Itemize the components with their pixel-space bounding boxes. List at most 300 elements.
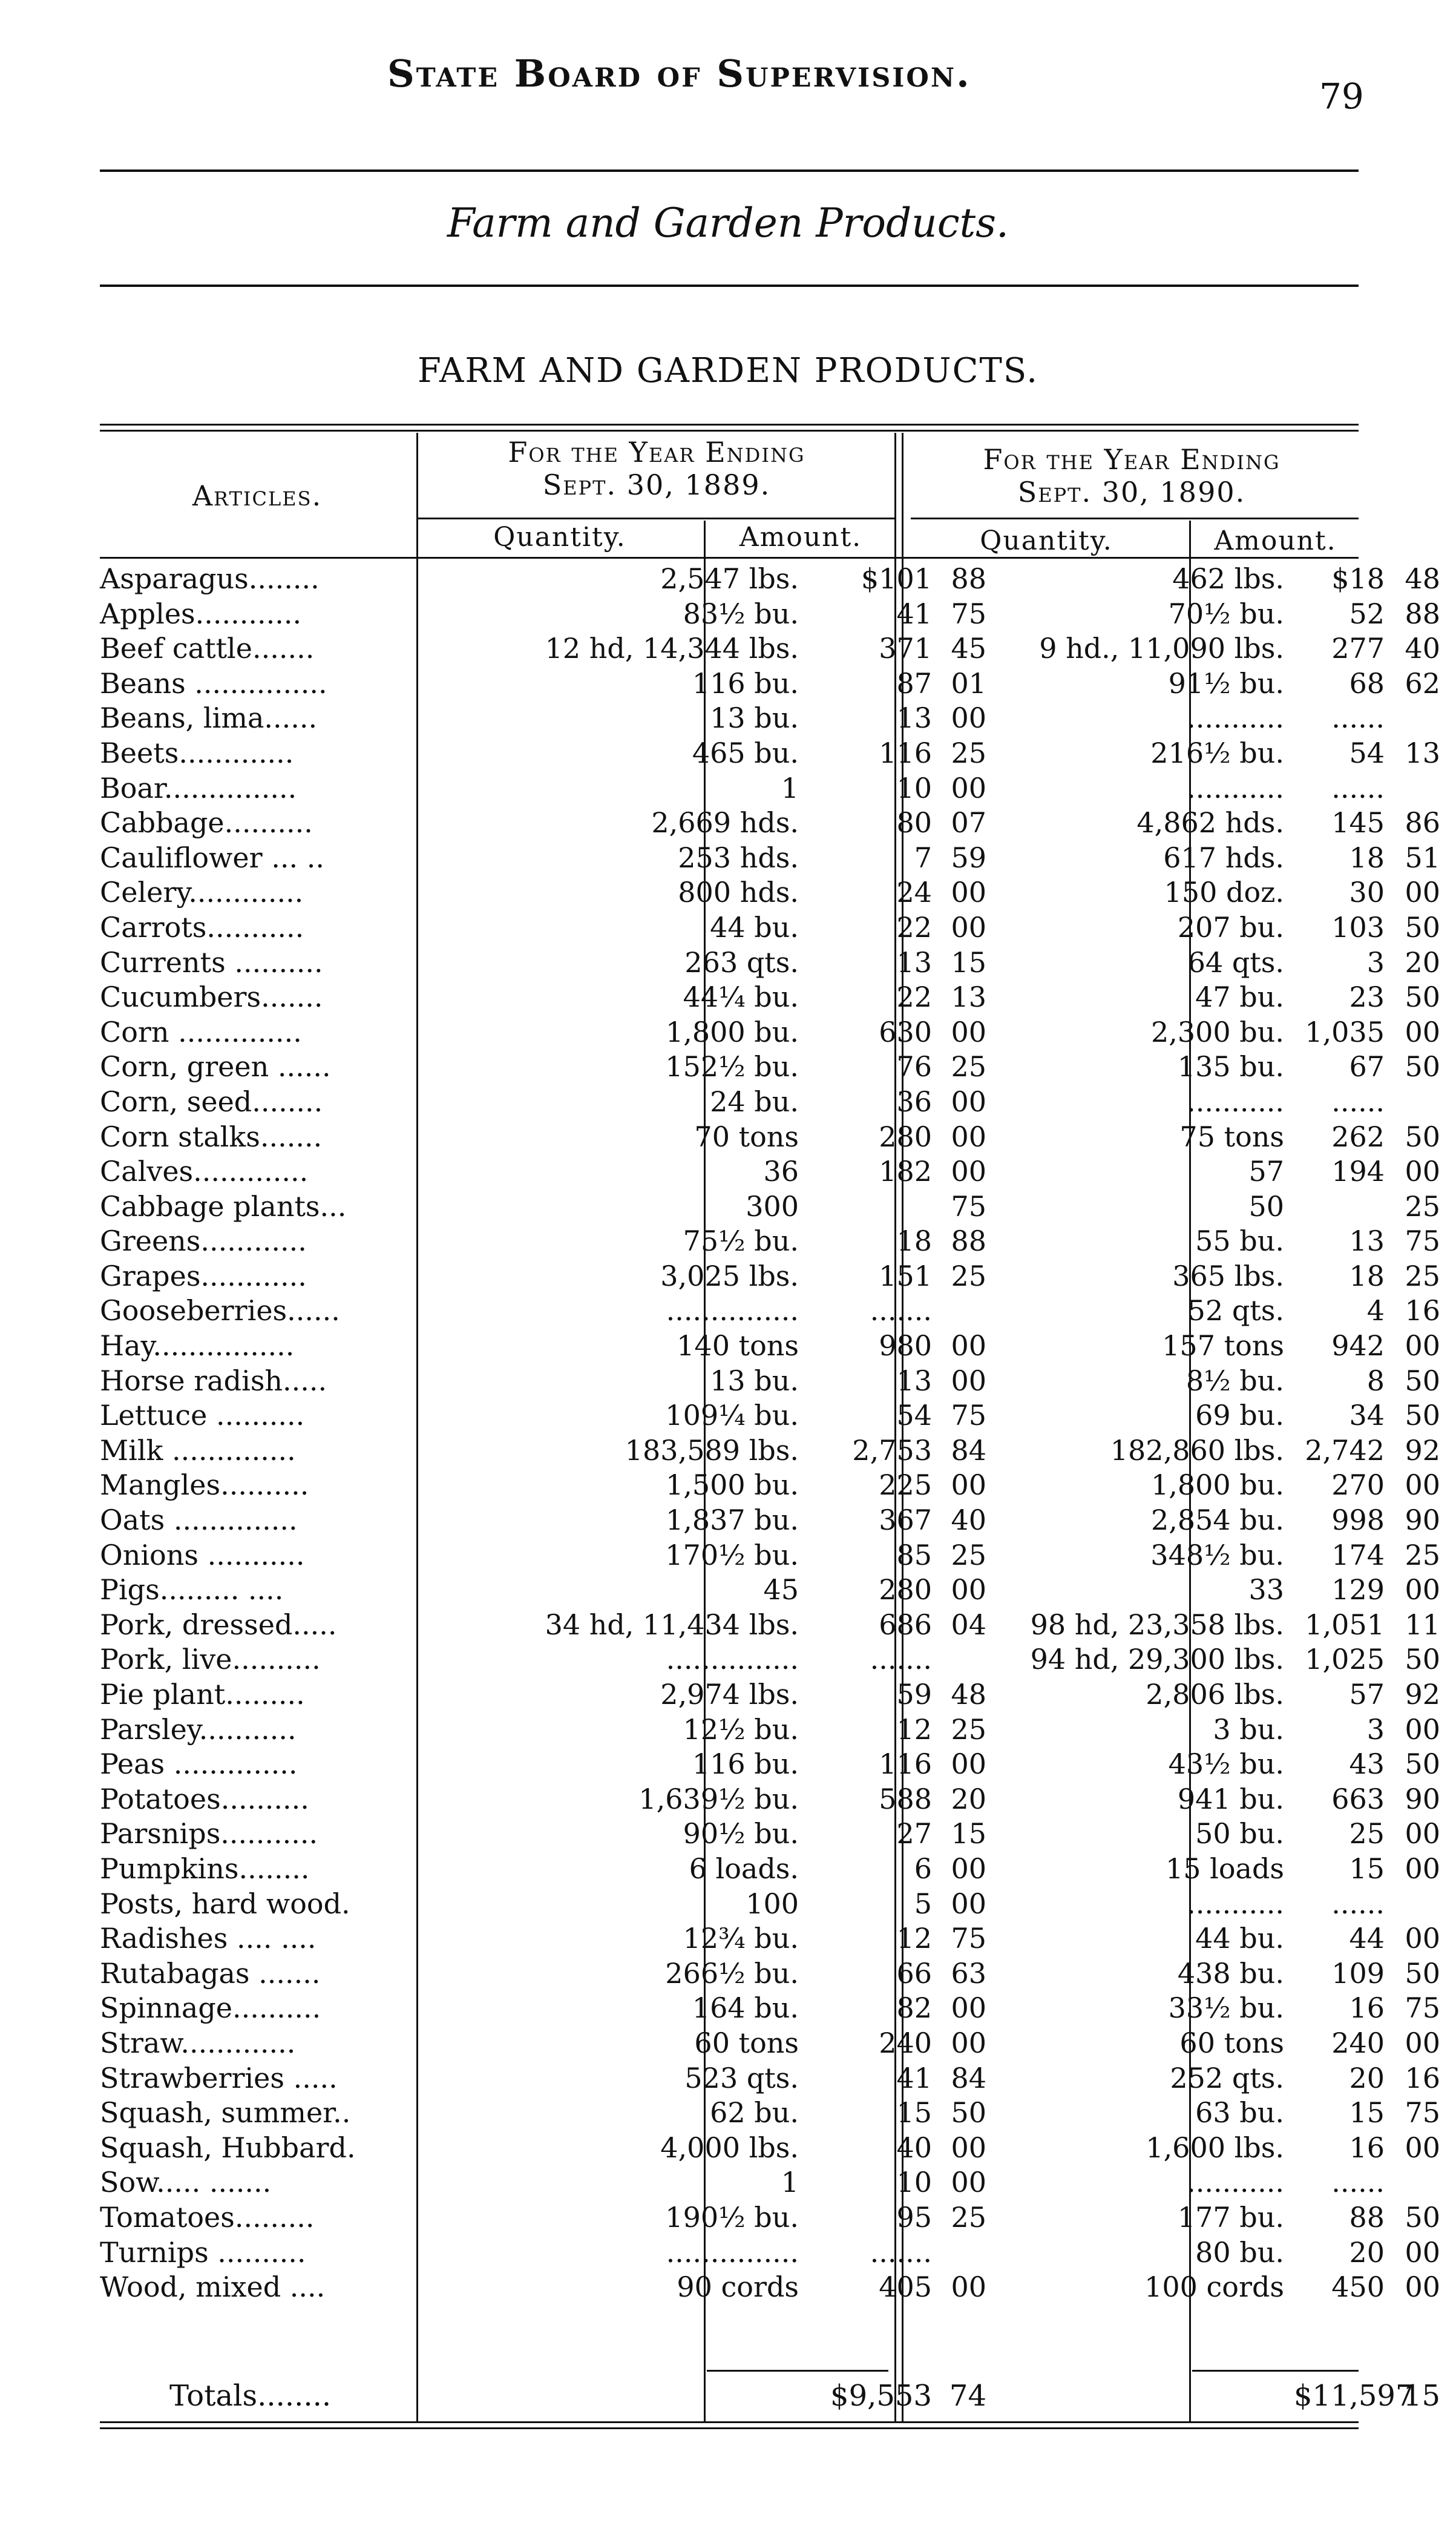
quantity-1889-cell: 170½ bu. [665, 1538, 799, 1571]
section-rule [100, 285, 1359, 287]
quantity-1890-cell: 50 bu. [1195, 1817, 1284, 1850]
amount-1890-dollars-cell: 43 [1349, 1748, 1385, 1781]
article-cell: Strawberries ..... [100, 2061, 338, 2094]
amount-1890-dollars-cell: 52 [1349, 597, 1385, 630]
quantity-1890-cell: 69 bu. [1195, 1399, 1284, 1432]
amount-1890-dollars-cell: 16 [1349, 2131, 1385, 2164]
table-row [97, 1398, 1440, 1433]
amount-1890-cents-cell: 92 [1405, 1433, 1440, 1467]
table-row [97, 771, 1385, 806]
quantity-1890-cell: 15 loads [1165, 1852, 1284, 1885]
article-cell: Corn, seed........ [100, 1085, 323, 1118]
article-cell: Pie plant......... [100, 1678, 305, 1711]
amount-1890-cents-cell: 00 [1405, 2235, 1440, 2269]
quantity-1890-cell: ........... [1187, 1887, 1284, 1920]
amount-1890-cents-cell: 00 [1405, 1922, 1440, 1955]
table-row [97, 1468, 1440, 1503]
amount-1889-cents-cell: 00 [951, 1015, 986, 1048]
amount-1889-cents-cell: 00 [951, 2131, 986, 2164]
quantity-1890-cell: 348½ bu. [1150, 1538, 1284, 1571]
quantity-1890-cell: 57 [1248, 1155, 1284, 1188]
quantity-1889-cell: 60 tons [694, 2026, 799, 2059]
amount-1889-dollars-cell: 13 [896, 946, 932, 979]
table-row [97, 631, 1440, 666]
quantity-1890-cell: 365 lbs. [1172, 1259, 1284, 1292]
table-row [97, 1294, 1440, 1329]
table-row [97, 1677, 1440, 1712]
quantity-1890-cell: 60 tons [1179, 2026, 1284, 2059]
quantity-1890-cell: 438 bu. [1177, 1956, 1284, 1990]
article-cell: Parsnips........... [100, 1817, 318, 1850]
quantity-1889-cell: ............... [666, 1294, 799, 1327]
amount-1889-cents-cell: 00 [951, 1852, 986, 1885]
table-row [97, 1538, 1440, 1573]
quantity-1889-cell: 2,547 lbs. [660, 562, 799, 595]
table-row [97, 1154, 1440, 1189]
quantity-1890-cell: 50 [1248, 1189, 1284, 1223]
article-cell: Horse radish..... [100, 1364, 327, 1397]
quantity-1889-header: Quantity. [493, 522, 626, 553]
amount-1889-cents-cell: 75 [951, 1189, 986, 1223]
table-row [97, 1642, 1440, 1677]
table-row [97, 1921, 1440, 1956]
quantity-1889-cell: 13 bu. [710, 1364, 799, 1397]
year2-header-line1: For the Year Ending [983, 443, 1281, 476]
amount-1889-dollars-cell: 87 [896, 666, 932, 700]
quantity-1889-cell: 183,589 lbs. [625, 1433, 799, 1467]
quantity-1889-cell: 190½ bu. [665, 2200, 799, 2234]
table-row [97, 1782, 1440, 1817]
article-cell: Radishes .... .... [100, 1922, 316, 1955]
amount-1889-cents-cell: 00 [951, 2271, 986, 2304]
amount-1890-dollars-cell: 262 [1331, 1120, 1385, 1153]
quantity-1889-cell: 266½ bu. [665, 1956, 799, 1990]
amount-1890-cents-cell: 00 [1405, 876, 1440, 909]
table-row [97, 1364, 1440, 1399]
quantity-1890-cell: 617 hds. [1163, 841, 1284, 874]
amount-1889-dollars-cell: 371 [879, 632, 932, 665]
quantity-1889-cell: 140 tons [677, 1329, 799, 1363]
quantity-1889-cell: 152½ bu. [665, 1050, 799, 1084]
quantity-1889-cell: 12½ bu. [683, 1712, 799, 1746]
article-cell: Straw............. [100, 2026, 296, 2059]
quantity-1890-cell: 94 hd, 29,300 lbs. [1030, 1643, 1284, 1676]
amount-1889-dollars-cell: 59 [896, 1678, 932, 1711]
amount-1889-dollars-cell: ....... [870, 2235, 932, 2269]
amount-1889-cents-cell: 13 [951, 981, 986, 1014]
table-row [97, 1120, 1440, 1155]
amount-1890-dollars-cell: 450 [1331, 2271, 1385, 2304]
amount-1889-dollars-cell: 13 [896, 702, 932, 735]
article-cell: Beans, lima...... [100, 702, 318, 735]
quantity-1889-cell: 300 [746, 1189, 799, 1223]
running-title: State Board of Supervision. [387, 51, 971, 96]
quantity-1889-cell: 90½ bu. [683, 1817, 799, 1850]
quantity-1890-cell: ........... [1187, 702, 1284, 735]
amount-1890-cents-cell: 50 [1405, 1364, 1440, 1397]
quantity-1890-cell: 9 hd., 11,090 lbs. [1039, 632, 1284, 665]
amount-1889-cents-cell: 84 [951, 1433, 986, 1467]
quantity-1890-cell: 177 bu. [1177, 2200, 1284, 2234]
amount-1889-cents-cell: 45 [951, 632, 986, 665]
amount-1890-cents-cell: 50 [1405, 1050, 1440, 1084]
quantity-1889-cell: 62 bu. [710, 2096, 799, 2130]
article-cell: Mangles.......... [100, 1469, 309, 1502]
quantity-1890-cell: ........... [1187, 1085, 1284, 1118]
quantity-1890-cell: 91½ bu. [1168, 666, 1284, 700]
amount-1890-dollars-cell: 240 [1331, 2026, 1385, 2059]
amount-1889-dollars-cell: 6 [914, 1852, 932, 1885]
table-row [97, 562, 1440, 597]
quantity-1890-cell: 70½ bu. [1168, 597, 1284, 630]
quantity-1889-cell: 6 loads. [689, 1852, 799, 1885]
article-cell: Pork, live.......... [100, 1643, 321, 1676]
article-cell: Squash, summer.. [100, 2096, 351, 2130]
article-cell: Beef cattle....... [100, 632, 315, 665]
amount-1890-cents-cell: 00 [1405, 1469, 1440, 1502]
table-row [97, 1329, 1440, 1364]
article-cell: Peas .............. [100, 1748, 298, 1781]
amount-1889-dollars-cell: 2,753 [852, 1433, 932, 1467]
header-bottom-rule [100, 557, 1359, 559]
article-cell: Hay................ [100, 1329, 295, 1363]
quantity-1890-cell: 462 lbs. [1172, 562, 1284, 595]
quantity-1890-cell: 52 qts. [1187, 1294, 1284, 1327]
amount-1889-dollars-cell: $101 [861, 562, 932, 595]
quantity-1889-cell: 116 bu. [692, 666, 799, 700]
amount-1889-cents-cell: 15 [951, 1817, 986, 1850]
amount-1890-dollars-cell: 4 [1366, 1294, 1385, 1327]
amount-1889-cents-cell: 01 [951, 666, 986, 700]
quantity-1890-cell: 157 tons [1162, 1329, 1284, 1363]
amount-1889-dollars-cell: 54 [896, 1399, 932, 1432]
articles-header: Articles. [192, 479, 323, 512]
amount-1890-dollars-cell: 18 [1349, 841, 1385, 874]
amount-1890-dollars-cell: ...... [1331, 1085, 1385, 1118]
table-row [97, 1608, 1440, 1643]
amount-1889-dollars-cell: 588 [879, 1782, 932, 1815]
amount-1890-cents-cell: 51 [1405, 841, 1440, 874]
amount-1889-cents-cell: 48 [951, 1678, 986, 1711]
amount-1889-cents-cell: 25 [951, 736, 986, 769]
amount-1889-header: Amount. [739, 522, 862, 553]
amount-1889-cents-cell: 75 [951, 1922, 986, 1955]
amount-1890-dollars-cell: 194 [1331, 1155, 1385, 1188]
article-cell: Beets............. [100, 736, 294, 769]
table-row [97, 2026, 1440, 2061]
table-row [97, 980, 1440, 1015]
amount-1889-cents-cell: 25 [951, 1259, 986, 1292]
quantity-1890-cell: ........... [1187, 2166, 1284, 2199]
article-cell: Cabbage.......... [100, 806, 313, 840]
quantity-1890-cell: 55 bu. [1195, 1225, 1284, 1258]
quantity-1889-cell: 90 cords [677, 2271, 799, 2304]
amount-1889-cents-cell: 00 [951, 1992, 986, 2025]
quantity-1889-cell: 800 hds. [678, 876, 799, 909]
amount-1889-dollars-cell: 41 [896, 2061, 932, 2094]
amount-1889-dollars-cell: 116 [879, 1748, 932, 1781]
amount-1890-cents-cell: 50 [1405, 981, 1440, 1014]
article-cell: Apples............ [100, 597, 302, 630]
quantity-1890-cell: 182,860 lbs. [1110, 1433, 1284, 1467]
totals-cents-1889: 74 [949, 2379, 986, 2413]
amount-1889-cents-cell: 63 [951, 1956, 986, 1990]
table-row [97, 2131, 1440, 2166]
article-cell: Calves............. [100, 1155, 309, 1188]
table-bottom-rule [100, 2421, 1359, 2423]
amount-1889-dollars-cell: 116 [879, 736, 932, 769]
quantity-1890-cell: 8½ bu. [1185, 1364, 1284, 1397]
table-title: FARM AND GARDEN PRODUCTS. [417, 351, 1038, 390]
amount-1890-dollars-cell: 20 [1349, 2235, 1385, 2269]
quantity-1889-cell: 45 [763, 1573, 799, 1607]
quantity-1890-cell: 2,300 bu. [1150, 1015, 1284, 1048]
article-cell: Spinnage.......... [100, 1992, 321, 2025]
table-row [97, 597, 1440, 632]
quantity-1889-cell: 253 hds. [678, 841, 799, 874]
article-cell: Asparagus........ [100, 562, 320, 595]
amount-1890-cents-cell: 88 [1405, 597, 1440, 630]
article-cell: Milk .............. [100, 1433, 296, 1467]
amount-1890-cents-cell: 50 [1405, 1643, 1440, 1676]
amount-1890-cents-cell: 25 [1405, 1538, 1440, 1571]
amount-1890-dollars-cell: 174 [1331, 1538, 1385, 1571]
article-cell: Oats .............. [100, 1504, 298, 1537]
amount-1890-cents-cell: 50 [1405, 1956, 1440, 1990]
amount-1889-dollars-cell: 80 [896, 806, 932, 840]
table-row [97, 1015, 1440, 1050]
year1-header-line2: Sept. 30, 1889. [542, 469, 771, 501]
quantity-1889-cell: 44¼ bu. [683, 981, 799, 1014]
amount-1890-dollars-cell: 1,051 [1305, 1608, 1385, 1641]
table-row [97, 946, 1440, 981]
amount-1889-dollars-cell: 280 [879, 1573, 932, 1607]
article-cell: Tomatoes......... [100, 2200, 315, 2234]
amount-1890-cents-cell: 00 [1405, 1712, 1440, 1746]
table-row [97, 1712, 1440, 1748]
year1-header-line1: For the Year Ending [508, 436, 805, 469]
quantity-1890-cell: 33½ bu. [1168, 1992, 1284, 2025]
amount-1889-dollars-cell: 280 [879, 1120, 932, 1153]
amount-1890-dollars-cell: 54 [1349, 736, 1385, 769]
quantity-1890-cell: 216½ bu. [1150, 736, 1284, 769]
amount-1890-dollars-cell: 13 [1349, 1225, 1385, 1258]
quantity-1890-cell: ........... [1187, 771, 1284, 804]
amount-1890-cents-cell: 90 [1405, 1504, 1440, 1537]
table-row [97, 1433, 1440, 1469]
quantity-1890-cell: 100 cords [1144, 2271, 1284, 2304]
amount-1889-dollars-cell: 980 [879, 1329, 932, 1363]
amount-1890-cents-cell: 90 [1405, 1782, 1440, 1815]
quantity-1889-cell: 263 qts. [684, 946, 799, 979]
totals-label: Totals........ [169, 2379, 332, 2413]
amount-1889-dollars-cell: 405 [879, 2271, 932, 2304]
table-row [97, 2200, 1440, 2235]
amount-1890-cents-cell: 50 [1405, 1399, 1440, 1432]
table-row [97, 806, 1440, 841]
amount-1889-dollars-cell: 151 [879, 1259, 932, 1292]
amount-1890-dollars-cell: $18 [1331, 562, 1385, 595]
article-cell: Corn stalks....... [100, 1120, 323, 1153]
amount-1889-cents-cell: 00 [951, 1573, 986, 1607]
amount-1889-dollars-cell: 225 [879, 1469, 932, 1502]
amount-1890-cents-cell: 25 [1405, 1189, 1440, 1223]
quantity-1890-cell: 47 bu. [1195, 981, 1284, 1014]
amount-1889-cents-cell: 15 [951, 946, 986, 979]
section-title: Farm and Garden Products. [447, 200, 1009, 246]
article-cell: Squash, Hubbard. [100, 2131, 356, 2164]
article-cell: Potatoes.......... [100, 1782, 309, 1815]
amount-1890-cents-cell: 00 [1405, 2026, 1440, 2059]
quantity-1890-cell: 3 bu. [1213, 1712, 1284, 1746]
amount-1889-cents-cell: 00 [951, 1329, 986, 1363]
article-cell: Pigs......... .... [100, 1573, 284, 1607]
quantity-1889-cell: 36 [763, 1155, 799, 1188]
table-row [97, 2270, 1440, 2305]
amount-1890-dollars-cell: 270 [1331, 1469, 1385, 1502]
quantity-1889-cell: 1,837 bu. [665, 1504, 799, 1537]
amount-1889-dollars-cell: 5 [914, 1887, 932, 1920]
amount-1890-cents-cell: 40 [1405, 632, 1440, 665]
amount-1890-cents-cell: 16 [1405, 1294, 1440, 1327]
amount-1889-cents-cell: 88 [951, 1225, 986, 1258]
amount-1889-cents-cell: 50 [951, 2096, 986, 2130]
table-top-rule-double [100, 430, 1359, 432]
table-row [97, 1747, 1440, 1782]
amount-1889-dollars-cell: 182 [879, 1155, 932, 1188]
article-cell: Lettuce .......... [100, 1399, 305, 1432]
year2-subhead-rule [911, 518, 1359, 519]
amount-1890-cents-cell: 00 [1405, 1015, 1440, 1048]
amount-1890-cents-cell: 00 [1405, 2271, 1440, 2304]
amount-1890-dollars-cell: ...... [1331, 1887, 1385, 1920]
table-row [97, 2165, 1385, 2200]
amount-1890-cents-cell: 50 [1405, 2200, 1440, 2234]
amount-1889-dollars-cell: 367 [879, 1504, 932, 1537]
amount-1889-cents-cell: 25 [951, 1050, 986, 1084]
quantity-1889-cell: 75½ bu. [683, 1225, 799, 1258]
table-row [97, 1991, 1440, 2026]
quantity-1889-cell: 83½ bu. [683, 597, 799, 630]
amount-1889-dollars-cell: 630 [879, 1015, 932, 1048]
quantity-1889-cell: 70 tons [694, 1120, 799, 1153]
quantity-1890-cell: 135 bu. [1177, 1050, 1284, 1084]
table-row [97, 1503, 1440, 1538]
table-row [97, 701, 1385, 736]
quantity-1889-cell: 100 [746, 1887, 799, 1920]
total-rule-1890 [1192, 2370, 1359, 2372]
quantity-1889-cell: 164 bu. [692, 1992, 799, 2025]
amount-1890-dollars-cell: 998 [1331, 1504, 1385, 1537]
article-cell: Onions ........... [100, 1538, 305, 1571]
amount-1889-dollars-cell: 85 [896, 1538, 932, 1571]
amount-1889-cents-cell: 59 [951, 841, 986, 874]
amount-1889-dollars-cell: 22 [896, 981, 932, 1014]
quantity-1890-cell: 207 bu. [1177, 910, 1284, 944]
table-row [97, 1224, 1440, 1259]
amount-1890-header: Amount. [1214, 525, 1337, 556]
article-cell: Boar............... [100, 771, 297, 804]
article-cell: Turnips .......... [100, 2235, 306, 2269]
quantity-1889-cell: 3,025 lbs. [660, 1259, 799, 1292]
amount-1889-dollars-cell: 22 [896, 910, 932, 944]
amount-1889-dollars-cell: 10 [896, 771, 932, 804]
amount-1890-dollars-cell: 25 [1349, 1817, 1385, 1850]
amount-1890-dollars-cell: 16 [1349, 1992, 1385, 2025]
quantity-1890-cell: 80 bu. [1195, 2235, 1284, 2269]
amount-1890-cents-cell: 75 [1405, 1225, 1440, 1258]
amount-1889-cents-cell: 40 [951, 1504, 986, 1537]
amount-1890-cents-cell: 62 [1405, 666, 1440, 700]
amount-1890-dollars-cell: 30 [1349, 876, 1385, 909]
amount-1890-dollars-cell: 145 [1331, 806, 1385, 840]
amount-1889-dollars-cell: 12 [896, 1922, 932, 1955]
amount-1890-dollars-cell: 57 [1349, 1678, 1385, 1711]
amount-1890-cents-cell: 00 [1405, 1573, 1440, 1607]
amount-1889-dollars-cell: 82 [896, 1992, 932, 2025]
amount-1890-cents-cell: 86 [1405, 806, 1440, 840]
amount-1890-dollars-cell: 88 [1349, 2200, 1385, 2234]
amount-1890-cents-cell: 50 [1405, 1120, 1440, 1153]
quantity-1890-cell: 252 qts. [1170, 2061, 1284, 2094]
top-rule [100, 169, 1359, 172]
amount-1889-dollars-cell: 24 [896, 876, 932, 909]
amount-1889-dollars-cell: 41 [896, 597, 932, 630]
amount-1889-cents-cell: 00 [951, 1469, 986, 1502]
amount-1890-dollars-cell: 3 [1366, 1712, 1385, 1746]
amount-1890-dollars-cell: 15 [1349, 2096, 1385, 2130]
amount-1890-dollars-cell: 15 [1349, 1852, 1385, 1885]
amount-1890-dollars-cell: 20 [1349, 2061, 1385, 2094]
article-cell: Celery............. [100, 876, 304, 909]
article-cell: Posts, hard wood. [100, 1887, 350, 1920]
amount-1889-cents-cell: 00 [951, 1085, 986, 1118]
quantity-1889-cell: 1,800 bu. [665, 1015, 799, 1048]
amount-1889-cents-cell: 07 [951, 806, 986, 840]
table-top-rule [100, 424, 1359, 426]
amount-1889-cents-cell: 25 [951, 1538, 986, 1571]
amount-1889-dollars-cell: ....... [870, 1643, 932, 1676]
amount-1889-cents-cell: 00 [951, 876, 986, 909]
amount-1889-cents-cell: 25 [951, 2200, 986, 2234]
amount-1889-dollars-cell: 36 [896, 1085, 932, 1118]
article-cell: Cabbage plants... [100, 1189, 347, 1223]
table-row [97, 841, 1440, 876]
article-cell: Cucumbers....... [100, 981, 323, 1014]
amount-1890-cents-cell: 16 [1405, 2061, 1440, 2094]
quantity-1889-cell: 2,669 hds. [651, 806, 799, 840]
article-cell: Currents .......... [100, 946, 323, 979]
table-row [97, 1259, 1440, 1294]
amount-1890-dollars-cell: 663 [1331, 1782, 1385, 1815]
amount-1890-dollars-cell: 103 [1331, 910, 1385, 944]
quantity-1890-cell: 150 doz. [1164, 876, 1284, 909]
quantity-1889-cell: 24 bu. [710, 1085, 799, 1118]
article-cell: Cauliflower ... .. [100, 841, 324, 874]
table-row [97, 1085, 1385, 1120]
amount-1889-cents-cell: 00 [951, 1364, 986, 1397]
amount-1890-dollars-cell: 67 [1349, 1050, 1385, 1084]
totals-cents-1890: 15 [1403, 2379, 1440, 2413]
amount-1889-cents-cell: 20 [951, 1782, 986, 1815]
amount-1890-cents-cell: 75 [1405, 2096, 1440, 2130]
amount-1889-cents-cell: 04 [951, 1608, 986, 1641]
amount-1889-dollars-cell: 27 [896, 1817, 932, 1850]
article-cell: Rutabagas ....... [100, 1956, 321, 1990]
quantity-1889-cell: 12¾ bu. [683, 1922, 799, 1955]
article-cell: Gooseberries...... [100, 1294, 340, 1327]
amount-1890-cents-cell: 00 [1405, 1329, 1440, 1363]
